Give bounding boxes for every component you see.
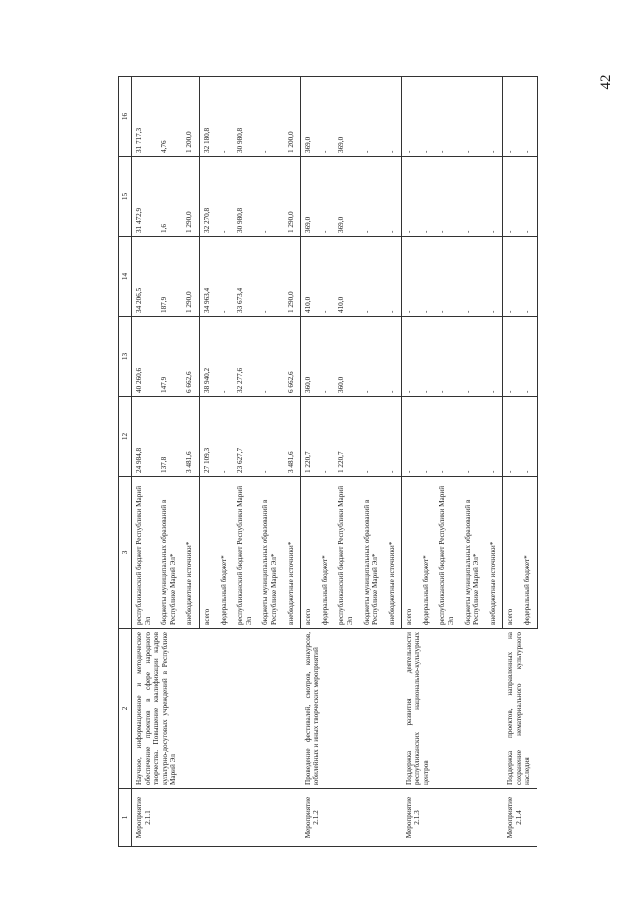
funding-source: внебюджетные источники* xyxy=(385,477,402,629)
value-cell: - xyxy=(318,397,335,477)
value-cell: - xyxy=(360,397,385,477)
value-cell: 369,0 xyxy=(301,157,318,237)
value-cell: - xyxy=(360,77,385,157)
funding-source: бюджеты муниципальных образований в Республике Марий Эл* xyxy=(258,477,283,629)
value-cell: - xyxy=(419,237,436,317)
value-cell: 410,0 xyxy=(301,237,318,317)
header-cell: 16 xyxy=(119,77,132,157)
funding-source: всего xyxy=(301,477,318,629)
funding-source: республиканский бюджет Республики Марий Эл xyxy=(132,477,158,629)
table-row xyxy=(301,77,318,847)
event-code: Мероприятие 2.1.1 xyxy=(132,789,200,847)
header-cell: 2 xyxy=(119,629,132,789)
value-cell: 3 481,6 xyxy=(284,397,301,477)
header-cell: 14 xyxy=(119,237,132,317)
funding-source: бюджеты муниципальных образований в Республике Марий Эл* xyxy=(157,477,182,629)
event-code: Мероприятие 2.1.4 xyxy=(503,789,537,847)
value-cell: - xyxy=(486,317,503,397)
value-cell: 34 963,4 xyxy=(199,237,216,317)
value-cell: 24 984,8 xyxy=(132,397,158,477)
value-cell: - xyxy=(503,77,520,157)
value-cell: - xyxy=(461,237,486,317)
funding-source: внебюджетные источники* xyxy=(486,477,503,629)
value-cell: - xyxy=(360,157,385,237)
header-cell: 15 xyxy=(119,157,132,237)
value-cell: - xyxy=(503,397,520,477)
rotated-page xyxy=(118,77,640,847)
funding-source: внебюджетные источники* xyxy=(284,477,301,629)
value-cell: - xyxy=(217,317,234,397)
value-cell: - xyxy=(385,77,402,157)
value-cell: - xyxy=(402,397,419,477)
value-cell: 360,0 xyxy=(334,317,359,397)
table-row xyxy=(132,77,158,847)
event-code: Мероприятие 2.1.3 xyxy=(402,789,503,847)
value-cell: 3 481,6 xyxy=(182,397,199,477)
value-cell: - xyxy=(419,157,436,237)
value-cell: 1 290,0 xyxy=(284,237,301,317)
value-cell: - xyxy=(258,397,283,477)
value-cell: - xyxy=(258,157,283,237)
value-cell: - xyxy=(503,157,520,237)
funding-source: всего xyxy=(402,477,419,629)
value-cell: 30 980,8 xyxy=(233,77,258,157)
value-cell: - xyxy=(503,317,520,397)
value-cell: - xyxy=(360,237,385,317)
value-cell: 32 180,8 xyxy=(199,77,216,157)
event-code: Мероприятие 2.1.2 xyxy=(301,789,402,847)
value-cell: - xyxy=(318,237,335,317)
value-cell: - xyxy=(520,317,537,397)
funding-table xyxy=(118,76,538,847)
value-cell: - xyxy=(318,157,335,237)
funding-source: республиканский бюджет Республики Марий Эл xyxy=(435,477,460,629)
value-cell: - xyxy=(318,317,335,397)
funding-source: федеральный бюджет* xyxy=(520,477,537,629)
value-cell: - xyxy=(360,317,385,397)
value-cell: - xyxy=(520,77,537,157)
value-cell: - xyxy=(217,157,234,237)
value-cell: - xyxy=(402,317,419,397)
value-cell: 33 673,4 xyxy=(233,237,258,317)
event-title xyxy=(199,629,300,789)
value-cell: - xyxy=(435,317,460,397)
funding-source: внебюджетные источники* xyxy=(182,477,199,629)
table-row xyxy=(503,77,520,847)
header-row xyxy=(119,77,132,847)
value-cell: 32 270,8 xyxy=(199,157,216,237)
event-title: Поддержка проектов, направленных на сохранение нематериального культурного наследия xyxy=(503,629,537,789)
value-cell: - xyxy=(419,77,436,157)
value-cell: - xyxy=(419,317,436,397)
table-body xyxy=(132,77,538,847)
funding-source: федеральный бюджет* xyxy=(217,477,234,629)
value-cell: - xyxy=(258,77,283,157)
event-title: Научное, информационное и методическое обеспечение проектов в сфере народного творчества. Повышение квалификации кадров культурно-досуговых учреждений в Республике Марий Эл xyxy=(132,629,200,789)
value-cell: - xyxy=(520,237,537,317)
value-cell: - xyxy=(461,157,486,237)
value-cell: - xyxy=(385,397,402,477)
value-cell: 40 260,6 xyxy=(132,317,158,397)
value-cell: 369,0 xyxy=(334,77,359,157)
value-cell: 1 200,0 xyxy=(284,77,301,157)
value-cell: - xyxy=(486,77,503,157)
value-cell: - xyxy=(385,317,402,397)
value-cell: - xyxy=(520,157,537,237)
value-cell: 369,0 xyxy=(301,77,318,157)
value-cell: - xyxy=(520,397,537,477)
value-cell: - xyxy=(435,237,460,317)
funding-source: республиканский бюджет Республики Марий Эл xyxy=(334,477,359,629)
event-title: Проведение фестивалей, смотров, конкурсов, юбилейных и иных творческих мероприятий xyxy=(301,629,402,789)
value-cell: - xyxy=(435,157,460,237)
value-cell: 410,0 xyxy=(334,237,359,317)
value-cell: 31 717,3 xyxy=(132,77,158,157)
value-cell: 4,76 xyxy=(157,77,182,157)
header-cell: 13 xyxy=(119,317,132,397)
value-cell: - xyxy=(461,317,486,397)
value-cell: 6 662,6 xyxy=(182,317,199,397)
funding-source: бюджеты муниципальных образований в Республике Марий Эл* xyxy=(360,477,385,629)
page-number: 42 xyxy=(598,74,614,90)
header-cell: 12 xyxy=(119,397,132,477)
value-cell: 23 627,7 xyxy=(233,397,258,477)
table-row xyxy=(199,77,216,847)
value-cell: - xyxy=(402,77,419,157)
value-cell: 360,0 xyxy=(301,317,318,397)
value-cell: - xyxy=(461,397,486,477)
value-cell: - xyxy=(461,77,486,157)
value-cell: 34 206,5 xyxy=(132,237,158,317)
funding-source: федеральный бюджет* xyxy=(318,477,335,629)
value-cell: - xyxy=(435,397,460,477)
value-cell: 1 290,0 xyxy=(182,157,199,237)
value-cell: - xyxy=(486,397,503,477)
value-cell: - xyxy=(385,237,402,317)
value-cell: 27 109,3 xyxy=(199,397,216,477)
header-cell: 1 xyxy=(119,789,132,847)
value-cell: - xyxy=(217,397,234,477)
value-cell: 369,0 xyxy=(334,157,359,237)
value-cell: - xyxy=(385,157,402,237)
value-cell: - xyxy=(402,157,419,237)
value-cell: - xyxy=(486,157,503,237)
value-cell: - xyxy=(258,317,283,397)
value-cell: 38 940,2 xyxy=(199,317,216,397)
value-cell: - xyxy=(419,397,436,477)
value-cell: 6 662,6 xyxy=(284,317,301,397)
value-cell: - xyxy=(318,77,335,157)
funding-source: федеральный бюджет* xyxy=(419,477,436,629)
value-cell: 1,6 xyxy=(157,157,182,237)
table-row xyxy=(402,77,419,847)
value-cell: - xyxy=(217,77,234,157)
event-code xyxy=(199,789,300,847)
value-cell: - xyxy=(435,77,460,157)
value-cell: 31 472,9 xyxy=(132,157,158,237)
value-cell: 137,8 xyxy=(157,397,182,477)
value-cell: 32 277,6 xyxy=(233,317,258,397)
value-cell: - xyxy=(258,237,283,317)
value-cell: - xyxy=(486,237,503,317)
event-title: Поддержка развития деятельности республиканских национально-культурных центров xyxy=(402,629,503,789)
funding-source: республиканский бюджет Республики Марий Эл xyxy=(233,477,258,629)
value-cell: 1 220,7 xyxy=(301,397,318,477)
value-cell: 1 220,7 xyxy=(334,397,359,477)
value-cell: 187,9 xyxy=(157,237,182,317)
funding-source: всего xyxy=(503,477,520,629)
funding-source: всего xyxy=(199,477,216,629)
value-cell: 30 980,8 xyxy=(233,157,258,237)
value-cell: 1 290,0 xyxy=(284,157,301,237)
header-cell: 3 xyxy=(119,477,132,629)
value-cell: 1 200,0 xyxy=(182,77,199,157)
value-cell: - xyxy=(217,237,234,317)
value-cell: - xyxy=(402,237,419,317)
funding-source: бюджеты муниципальных образований в Республике Марий Эл* xyxy=(461,477,486,629)
value-cell: - xyxy=(503,237,520,317)
value-cell: 1 290,0 xyxy=(182,237,199,317)
value-cell: 147,9 xyxy=(157,317,182,397)
